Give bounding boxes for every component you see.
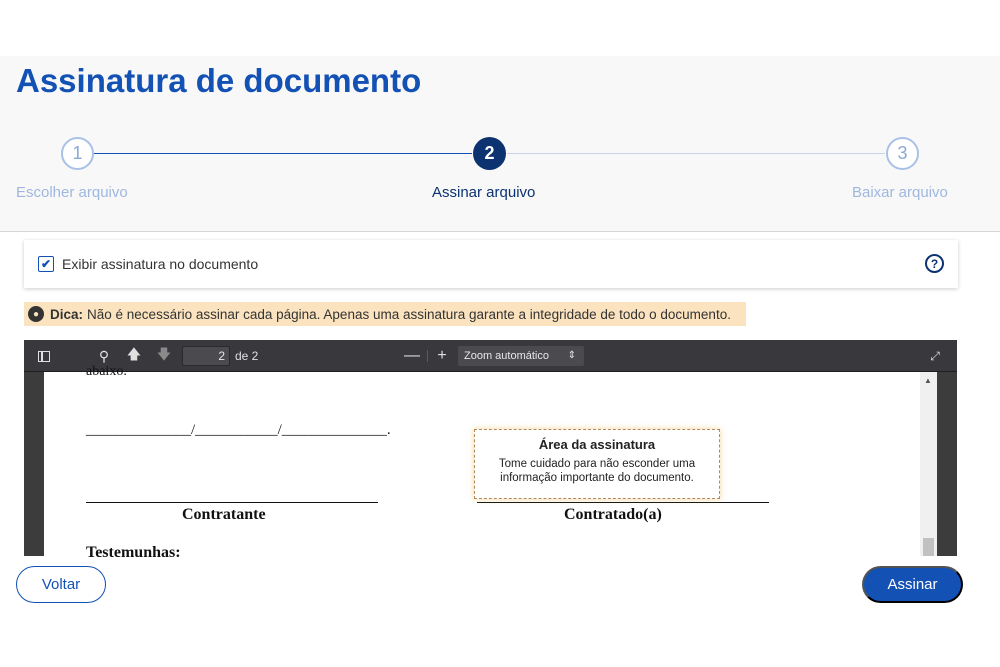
search-icon[interactable]: ⚲	[98, 347, 110, 364]
zoom-in-button[interactable]: +	[437, 347, 447, 364]
tip-text: Não é necessário assinar cada página. Apenas uma assinatura garante a integridade de todo o documento.	[87, 306, 731, 322]
tip-label: Dica:	[50, 306, 84, 322]
step-connector-1	[94, 153, 472, 154]
checkmark-icon: ✔	[40, 257, 52, 271]
viewer-scrollbar[interactable]	[920, 372, 937, 556]
signature-options-card	[24, 240, 958, 288]
page-title: Assinatura de documento	[16, 62, 422, 99]
back-button[interactable]: Voltar	[16, 566, 106, 603]
scroll-up-icon[interactable]: ▲	[924, 376, 932, 385]
signature-area-box[interactable]	[474, 429, 720, 499]
sign-button[interactable]: Assinar	[862, 566, 963, 603]
document-cut-text: abaixo.	[86, 364, 127, 379]
pdf-viewer	[24, 340, 957, 561]
step-2-label: Assinar arquivo	[432, 184, 536, 201]
document-date-line: ______________/___________/______________.	[86, 422, 391, 438]
signature-area-title: Área da assinatura	[538, 437, 656, 452]
previous-page-icon[interactable]: 🡅	[126, 346, 142, 362]
step-3-label: Baixar arquivo	[852, 184, 948, 201]
document-page	[44, 364, 920, 561]
sidebar-toggle-icon[interactable]	[36, 348, 52, 364]
witnesses-label: Testemunhas:	[86, 544, 181, 561]
next-page-icon[interactable]: 🡇	[156, 346, 172, 362]
signature-area-text: Tome cuidado para não esconder uma informação importante do documento.	[498, 458, 696, 484]
contractor-label: Contratante	[182, 506, 266, 523]
help-glyph: ?	[930, 256, 939, 271]
show-signature-checkbox[interactable]	[38, 256, 54, 272]
step-3-circle[interactable]: 3	[886, 137, 919, 170]
tip-banner	[24, 302, 746, 326]
zoom-select[interactable]	[458, 346, 584, 366]
stepper	[0, 137, 1000, 207]
step-1-label: Escolher arquivo	[16, 184, 128, 201]
zoom-separator	[427, 350, 428, 362]
show-signature-label[interactable]: Exibir assinatura no documento	[62, 256, 259, 272]
contractor-signature-line	[86, 502, 378, 503]
viewer-right-margin	[937, 372, 957, 556]
scroll-thumb[interactable]	[923, 538, 934, 556]
step-1-circle[interactable]: 1	[61, 137, 94, 170]
zoom-out-button[interactable]: —	[404, 347, 420, 364]
step-connector-2	[507, 153, 885, 154]
contracted-signature-line	[477, 502, 769, 503]
select-arrows-icon: ⇕	[567, 350, 576, 361]
page-count: de 2	[235, 349, 259, 363]
lightbulb-icon: ●	[28, 306, 44, 322]
step-2-circle[interactable]: 2	[473, 137, 506, 170]
help-icon[interactable]	[925, 254, 944, 273]
page-number-input[interactable]: 2	[182, 346, 230, 366]
fullscreen-icon[interactable]: ⤢	[930, 348, 940, 363]
zoom-value: Zoom automático	[464, 350, 549, 362]
pdf-toolbar	[24, 340, 957, 372]
contracted-label: Contratado(a)	[564, 506, 662, 523]
